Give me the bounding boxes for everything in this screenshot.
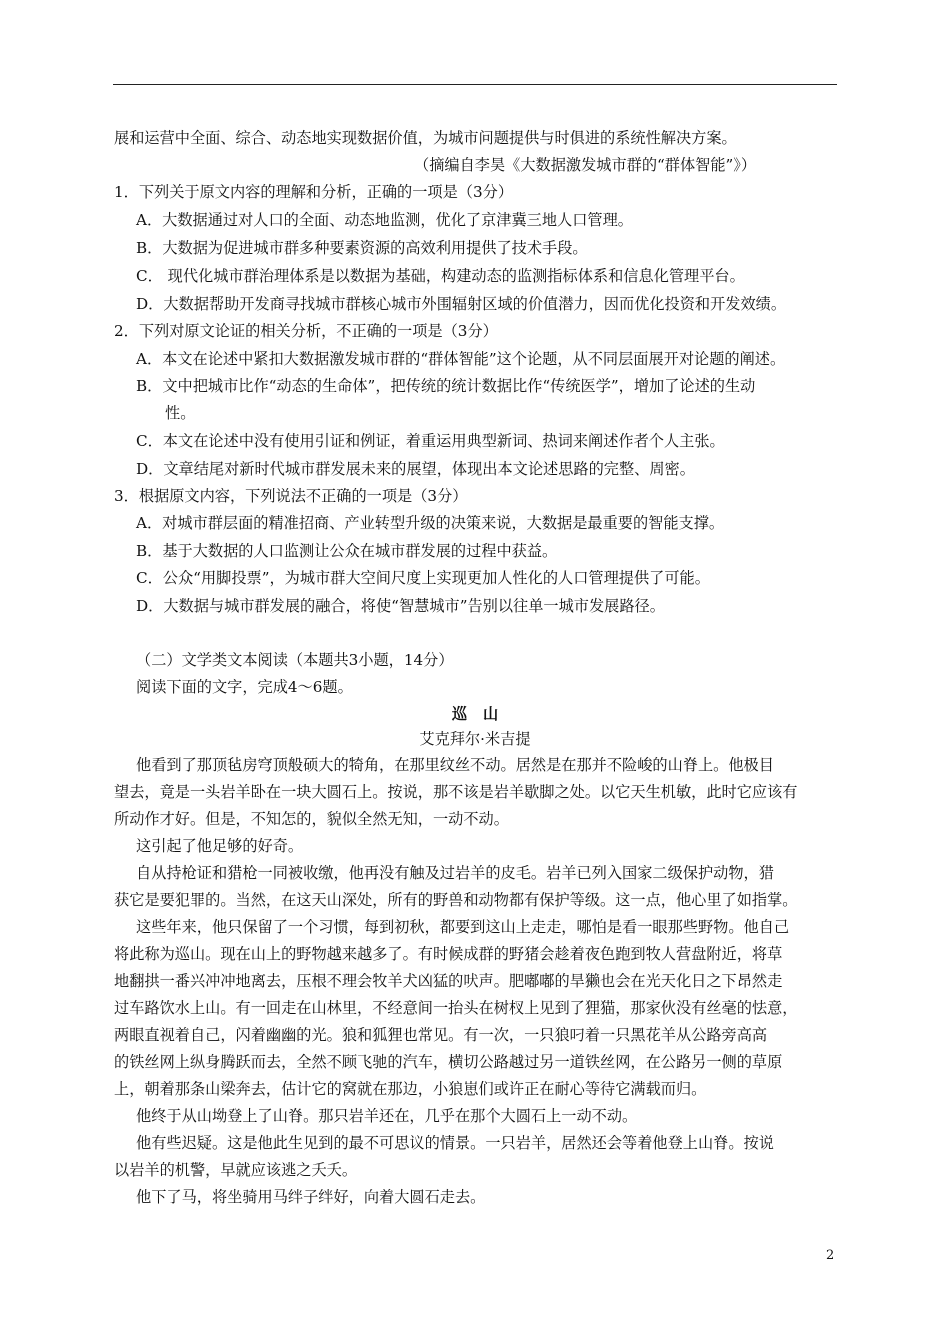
- story-line-1: 他看到了那顶毡房穹顶般硕大的犄角，在那里纹丝不动。居然是在那并不险峻的山脊上。他极目: [136, 756, 774, 774]
- story-line-4: 这引起了他足够的好奇。: [136, 837, 304, 855]
- story-line-7: 这些年来，他只保留了一个习惯，每到初秋，都要到这山上走走，哪怕是看一眼那些野物。他自己: [136, 918, 790, 936]
- story-line-2: 望去，竟是一头岩羊卧在一块大圆石上。按说，那不该是岩羊歇脚之处。以它天生机敏，此时它应该有: [114, 783, 798, 801]
- question-2-option-b-cont: 性。: [165, 404, 196, 422]
- story-line-8: 将此称为巡山。现在山上的野物越来越多了。有时候成群的野猪会趁着夜色跑到牧人营盘附近，将草: [114, 945, 783, 963]
- header-rule: [113, 84, 837, 85]
- story-line-14: 他终于从山坳登上了山脊。那只岩羊还在，几乎在那个大圆石上一动不动。: [136, 1107, 638, 1125]
- story-line-3: 所动作才好。但是，不知怎的，貌似全然无知，一动不动。: [114, 810, 509, 828]
- story-line-15: 他有些迟疑。这是他此生见到的最不可思议的情景。一只岩羊，居然还会等着他登上山脊。按说: [136, 1134, 774, 1152]
- question-1-option-a: A．大数据通过对人口的全面、动态地监测，优化了京津冀三地人口管理。: [136, 211, 633, 229]
- source-citation: （摘编自李昊《大数据激发城市群的“群体智能”》）: [414, 156, 757, 174]
- section-instruction: 阅读下面的文字，完成4～6题。: [136, 678, 353, 696]
- question-1-option-d: D．大数据帮助开发商寻找城市群核心城市外围辐射区域的价值潜力，因而优化投资和开发效绩。: [136, 295, 787, 313]
- question-3-option-b: B．基于大数据的人口监测让公众在城市群发展的过程中获益。: [136, 542, 558, 560]
- intro-line: 展和运营中全面、综合、动态地实现数据价值，为城市问题提供与时俱进的系统性解决方案。: [114, 129, 737, 147]
- story-line-11: 两眼直视着自己，闪着幽幽的光。狼和狐狸也常见。有一次，一只狼叼着一只黑花羊从公路旁高高: [114, 1026, 768, 1044]
- story-line-10: 过车路饮水上山。有一回走在山林里，不经意间一抬头在树杈上见到了狸猫，那家伙没有丝毫的怯意，: [114, 999, 798, 1017]
- story-author: 艾克拜尔·米吉提: [419, 730, 531, 748]
- question-1-option-c: C． 现代化城市群治理体系是以数据为基础，构建动态的监测指标体系和信息化管理平台。: [136, 267, 745, 285]
- section-heading: （二）文学类文本阅读（本题共3小题，14分）: [136, 651, 454, 669]
- story-line-16: 以岩羊的机警，早就应该逃之夭夭。: [114, 1161, 357, 1179]
- page-number: 2: [826, 1248, 835, 1263]
- question-2-option-b: B．文中把城市比作“动态的生命体”，把传统的统计数据比作“传统医学”，增加了论述的生动: [136, 377, 756, 395]
- question-3-option-a: A．对城市群层面的精准招商、产业转型升级的决策来说，大数据是最重要的智能支撑。: [136, 514, 725, 532]
- question-1-option-b: B．大数据为促进城市群多种要素资源的高效利用提供了技术手段。: [136, 239, 588, 257]
- story-title: 巡山: [451, 705, 515, 723]
- question-1-stem: 1．下列关于原文内容的理解和分析，正确的一项是（3分）: [114, 183, 514, 201]
- story-line-17: 他下了马，将坐骑用马绊子绊好，向着大圆石走去。: [136, 1188, 486, 1206]
- question-3-option-d: D．大数据与城市群发展的融合，将使“智慧城市”告别以往单一城市发展路径。: [136, 597, 665, 615]
- question-3-stem: 3．根据原文内容，下列说法不正确的一项是（3分）: [114, 487, 468, 505]
- question-3-option-c: C．公众“用脚投票”，为城市群大空间尺度上实现更加人性化的人口管理提供了可能。: [136, 569, 710, 587]
- story-line-6: 获它是要犯罪的。当然，在这天山深处，所有的野兽和动物都有保护等级。这一点，他心里了如指掌。: [114, 891, 798, 909]
- story-line-9: 地翻拱一番兴冲冲地离去，压根不理会牧羊犬凶猛的吠声。肥嘟嘟的旱獭也会在光天化日之下昂然走: [114, 972, 783, 990]
- question-2-option-c: C．本文在论述中没有使用引证和例证，着重运用典型新词、热词来阐述作者个人主张。: [136, 432, 725, 450]
- story-line-5: 自从持枪证和猎枪一同被收缴，他再没有触及过岩羊的皮毛。岩羊已列入国家二级保护动物，猎: [136, 864, 774, 882]
- question-2-stem: 2．下列对原文论证的相关分析，不正确的一项是（3分）: [114, 322, 498, 340]
- question-2-option-d: D．文章结尾对新时代城市群发展未来的展望，体现出本文论述思路的完整、周密。: [136, 460, 695, 478]
- story-line-13: 上，朝着那条山梁奔去，估计它的窝就在那边，小狼崽们或许正在耐心等待它满载而归。: [114, 1080, 707, 1098]
- question-2-option-a: A．本文在论述中紧扣大数据激发城市群的“群体智能”这个论题，从不同层面展开对论题的阐述。: [136, 350, 786, 368]
- story-line-12: 的铁丝网上纵身腾跃而去，全然不顾飞驰的汽车，横切公路越过另一道铁丝网，在公路另一侧的草原: [114, 1053, 783, 1071]
